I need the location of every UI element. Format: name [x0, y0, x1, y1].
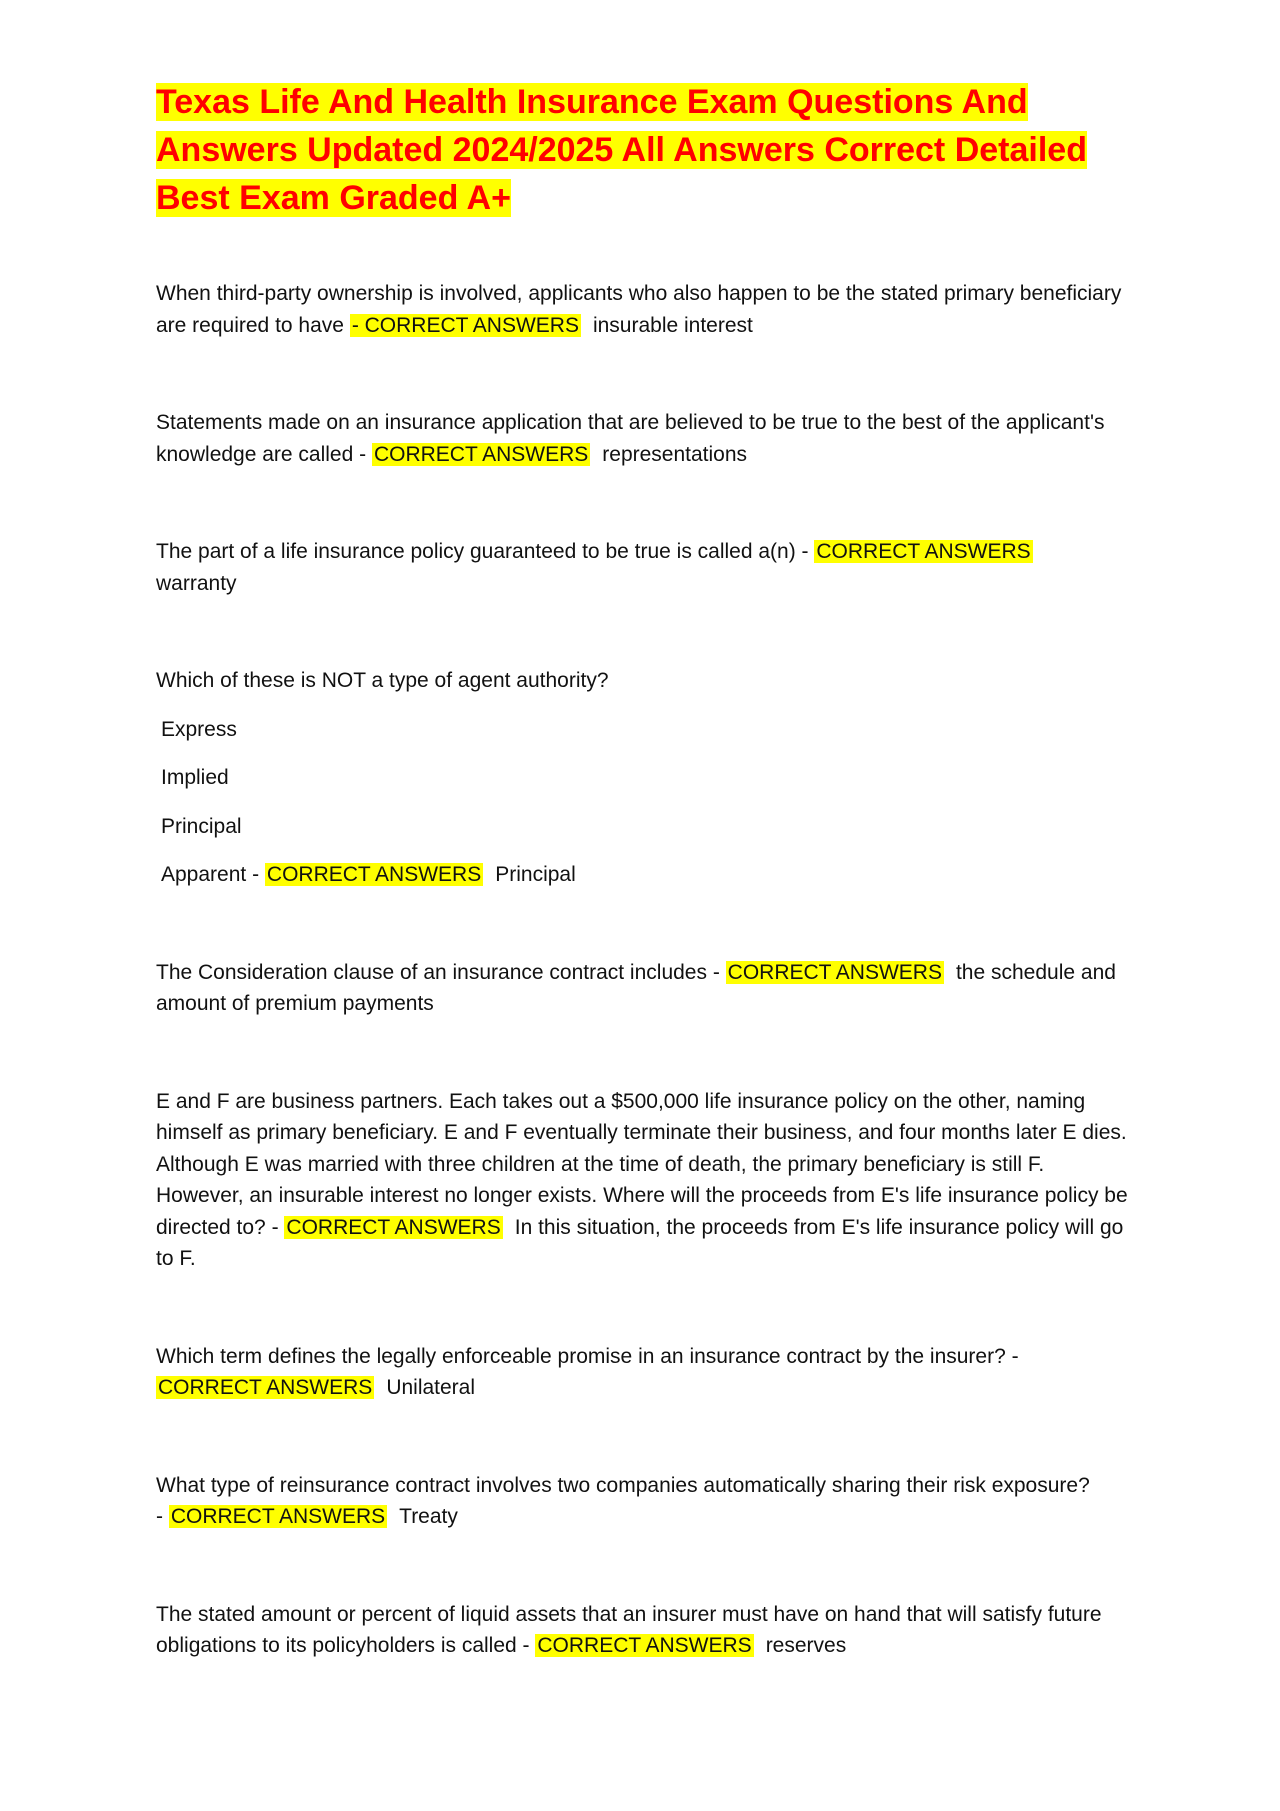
- document-page: [156, 78, 1136, 1728]
- qa-item-9: [156, 1599, 1136, 1662]
- qa-item-7: [156, 1341, 1136, 1404]
- correct-answers-label: CORRECT ANSWERS: [727, 960, 942, 984]
- correct-answers-label: CORRECT ANSWERS: [816, 540, 1031, 563]
- qa-item-8-text: What type of reinsurance contract involves two companies automatically sharing their risk exposure? - CORRECT ANSWERS Treaty: [156, 1473, 1090, 1528]
- qa-item-1: [156, 278, 1136, 341]
- qa-item-6-text: E and F are business partners. Each takes out a $500,000 life insurance policy on the other, naming himself as primary beneficiary. E and F eventually terminate their business, and four months later E dies. Although E was married with three children at the time of death, the primary beneficiary is still F. However, an insurable interest no longer exists. Where will the proceeds from E's life insurance policy be directed to? - CORRECT ANSWERS In this situation, the proceeds from E's life insurance policy will go to F.: [156, 1089, 1128, 1270]
- answer-text: insurable interest: [592, 313, 753, 337]
- question-text: The part of a life insurance policy guaranteed to be true is called a(n): [156, 540, 796, 563]
- answer-text: Unilateral: [386, 1376, 476, 1399]
- question-text: E and F are business partners. Each takes out a $500,000 life insurance policy on the other, naming himself as primary beneficiary. E and F eventually terminate their business, and four months later E dies. Although E was married with three children at the time of death, the primary beneficiary is still F. However, an insurable interest no longer exists. Where will the proceeds from E's life insurance policy be directed to?: [156, 1089, 1128, 1239]
- qa-item-5: [156, 957, 1136, 1020]
- qa-item-3: [156, 536, 1136, 599]
- option-express: Express: [161, 717, 237, 741]
- answer-text: the schedule and amount of premium payments: [156, 960, 1116, 1015]
- question-text: Which term defines the legally enforceable promise in an insurance contract by the insurer?: [156, 1344, 1006, 1368]
- answer-text: Principal: [495, 863, 576, 886]
- option-principal: Principal: [161, 814, 242, 838]
- question-text: Which of these is NOT a type of agent authority?: [156, 669, 609, 692]
- qa-item-9-text: The stated amount or percent of liquid assets that an insurer must have on hand that will satisfy future obligations to its policyholders is called - CORRECT ANSWERS reserves: [156, 1602, 1102, 1657]
- answer-text: representations: [602, 442, 748, 466]
- document-title: [156, 78, 1136, 222]
- correct-answers-label: CORRECT ANSWERS: [373, 442, 589, 466]
- qa-item-5-text: The Consideration clause of an insurance contract includes - CORRECT ANSWERS the schedule and amount of premium payments: [156, 960, 1116, 1015]
- option-apparent: Apparent: [161, 863, 247, 886]
- qa-item-6: [156, 1086, 1136, 1275]
- qa-item-1-text: [156, 278, 1136, 341]
- question-text: What type of reinsurance contract involves two companies automatically sharing their risk exposure?: [156, 1473, 1090, 1497]
- question-text: The stated amount or percent of liquid assets that an insurer must have on hand that will satisfy future obligations to its policyholders is called: [156, 1602, 1102, 1657]
- qa-item-8: [156, 1470, 1136, 1533]
- answer-text: reserves: [765, 1634, 847, 1657]
- answer-text: In this situation, the proceeds from E's life insurance policy will go to F.: [156, 1215, 1124, 1270]
- answer-text: Treaty: [399, 1505, 458, 1528]
- option-apparent-line: Apparent - CORRECT ANSWERS Principal: [161, 863, 576, 886]
- correct-answers-label: CORRECT ANSWERS: [266, 863, 482, 886]
- qa-item-2-text: Statements made on an insurance application that are believed to be true to the best of the applicant's knowledge are called - CORRECT ANSWERS representations: [156, 411, 1105, 466]
- correct-answers-label: CORRECT ANSWERS: [158, 1376, 373, 1399]
- question-text: The Consideration clause of an insurance contract includes: [156, 960, 707, 984]
- qa-item-3-text: The part of a life insurance policy guaranteed to be true is called a(n) - CORRECT ANSWERS warranty: [156, 540, 1031, 595]
- qa-item-2: [156, 407, 1136, 470]
- correct-answers-label: CORRECT ANSWERS: [364, 313, 579, 337]
- question-text: When third-party ownership is involved, applicants who also happen to be the stated primary beneficiary are required to have: [156, 282, 1122, 337]
- question-text: Statements made on an insurance application that are believed to be true to the best of the applicant's knowledge are called: [156, 411, 1105, 466]
- correct-answers-label: CORRECT ANSWERS: [170, 1505, 386, 1528]
- qa-item-7-text: Which term defines the legally enforceable promise in an insurance contract by the insurer? - CORRECT ANSWERS Unilateral: [156, 1344, 1019, 1399]
- correct-answers-marker: - CORRECT ANSWERS: [351, 313, 579, 337]
- correct-answers-label: CORRECT ANSWERS: [537, 1634, 752, 1657]
- correct-answers-label: CORRECT ANSWERS: [286, 1215, 501, 1239]
- option-implied: Implied: [161, 766, 229, 789]
- document-title-text: Texas Life And Health Insurance Exam Questions And Answers Updated 2024/2025 All Answers Correct Detailed Best Exam Graded A+: [156, 83, 1087, 217]
- qa-item-4: [156, 665, 1136, 891]
- answer-text: warranty: [156, 571, 237, 595]
